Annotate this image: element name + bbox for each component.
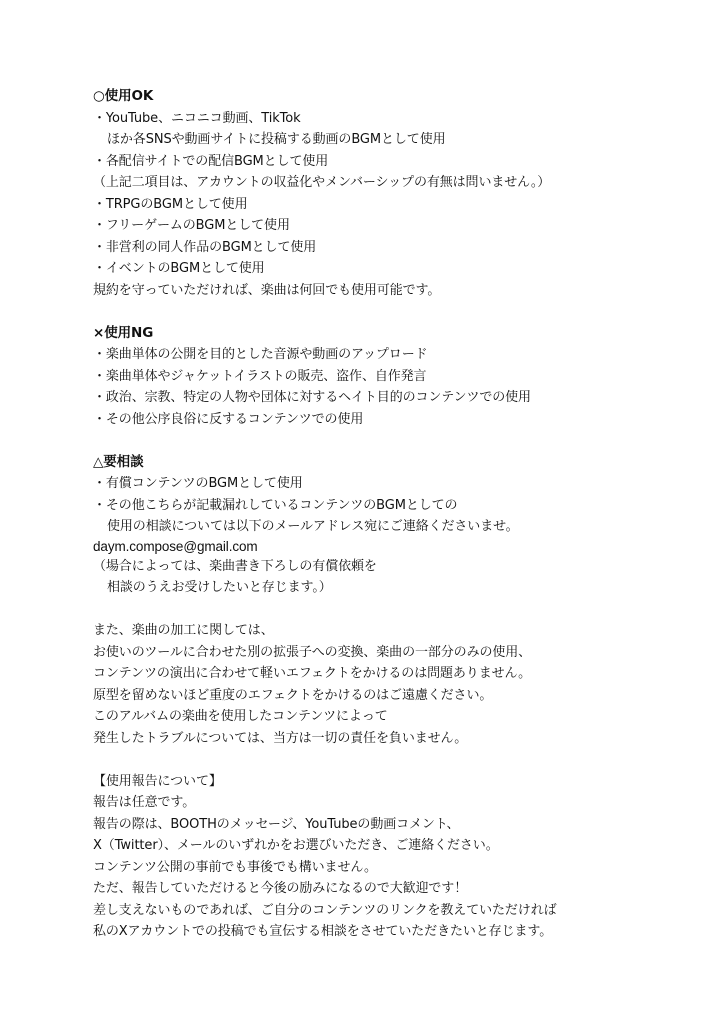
report-line: X（Twitter）、メールのいずれかをお選びいただき、ご連絡ください。	[93, 838, 499, 853]
ok-line: ・TRPGのBGMとして使用	[93, 196, 248, 212]
ok-line: ・YouTube、ニコニコ動画、TikTok	[93, 110, 301, 126]
ok-line: ほか各SNSや動画サイトに投稿する動画のBGMとして使用	[107, 132, 446, 147]
section-ok-heading: ○使用OK	[93, 88, 154, 104]
report-line: コンテンツ公開の事前でも事後でも構いません。	[93, 859, 377, 875]
contact-email: daym.compose@gmail.com	[93, 538, 258, 554]
consult-line: ・その他こちらが記載漏れしているコンテンツのBGMとしての	[93, 497, 458, 513]
processing-line: 発生したトラブルについては、当方は一切の責任を負いません。	[93, 730, 468, 746]
consult-line: ・有償コンテンツのBGMとして使用	[93, 476, 303, 491]
section-ok	[93, 86, 693, 301]
processing-line: お使いのツールに合わせた別の拡張子への変換、楽曲の一部分のみの使用、	[93, 644, 532, 660]
section-consult	[93, 452, 693, 599]
report-line: 報告は任意です。	[93, 795, 196, 810]
report-line: 差し支えないものであれば、ご自分のコンテンツのリンクを教えていただければ	[93, 902, 557, 918]
consult-note-line: （場合によっては、楽曲書き下ろしの有償依頼を	[93, 558, 377, 574]
spacer	[93, 749, 693, 771]
ng-line: ・楽曲単体やジャケットイラストの販売、盗作、自作発言	[93, 368, 427, 384]
ok-line: ・フリーゲームのBGMとして使用	[93, 218, 290, 233]
processing-line: コンテンツの演出に合わせて軽いエフェクトをかけるのは問題ありません。	[93, 666, 532, 681]
section-report	[93, 771, 693, 943]
section-ng-heading: ×使用NG	[93, 324, 154, 341]
processing-line: 原型を留めないほど重度のエフェクトをかけるのはご遠慮ください。	[93, 687, 493, 703]
ok-line: （上記二項目は、アカウントの収益化やメンバーシップの有無は問いません。）	[93, 175, 551, 190]
spacer	[93, 599, 693, 621]
ng-line: ・楽曲単体の公開を目的とした音源や動画のアップロード	[93, 347, 428, 362]
report-line: 報告の際は、BOOTHのメッセージ、YouTubeの動画コメント、	[93, 816, 460, 832]
terms-document	[93, 86, 693, 943]
section-processing	[93, 620, 693, 749]
ok-line: ・イベントのBGMとして使用	[93, 261, 265, 276]
spacer	[93, 301, 693, 323]
report-line: ただ、報告していただけると今後の励みになるので大歓迎です！	[93, 881, 468, 896]
section-consult-heading: △要相談	[93, 453, 144, 470]
consult-line: 使用の相談については以下のメールアドレス宛にご連絡くださいませ。	[107, 519, 519, 534]
ok-line: ・非営利の同人作品のBGMとして使用	[93, 239, 317, 255]
spacer	[93, 430, 693, 452]
processing-line: このアルバムの楽曲を使用したコンテンツによって	[93, 709, 388, 724]
ng-line: ・政治、宗教、特定の人物や団体に対するヘイト目的のコンテンツでの使用	[93, 390, 531, 405]
ok-line: ・各配信サイトでの配信BGMとして使用	[93, 153, 329, 169]
report-line: 私のXアカウントでの投稿でも宣伝する相談をさせていただきたいと存じます。	[93, 924, 553, 939]
section-report-heading: 【使用報告について】	[93, 773, 222, 789]
ok-line: 規約を守っていただければ、楽曲は何回でも使用可能です。	[93, 282, 441, 298]
consult-note-line: 相談のうえお受けしたいと存じます。）	[107, 580, 332, 595]
section-ng	[93, 323, 693, 431]
ng-line: ・その他公序良俗に反するコンテンツでの使用	[93, 411, 364, 427]
processing-line: また、楽曲の加工に関しては、	[93, 623, 274, 638]
